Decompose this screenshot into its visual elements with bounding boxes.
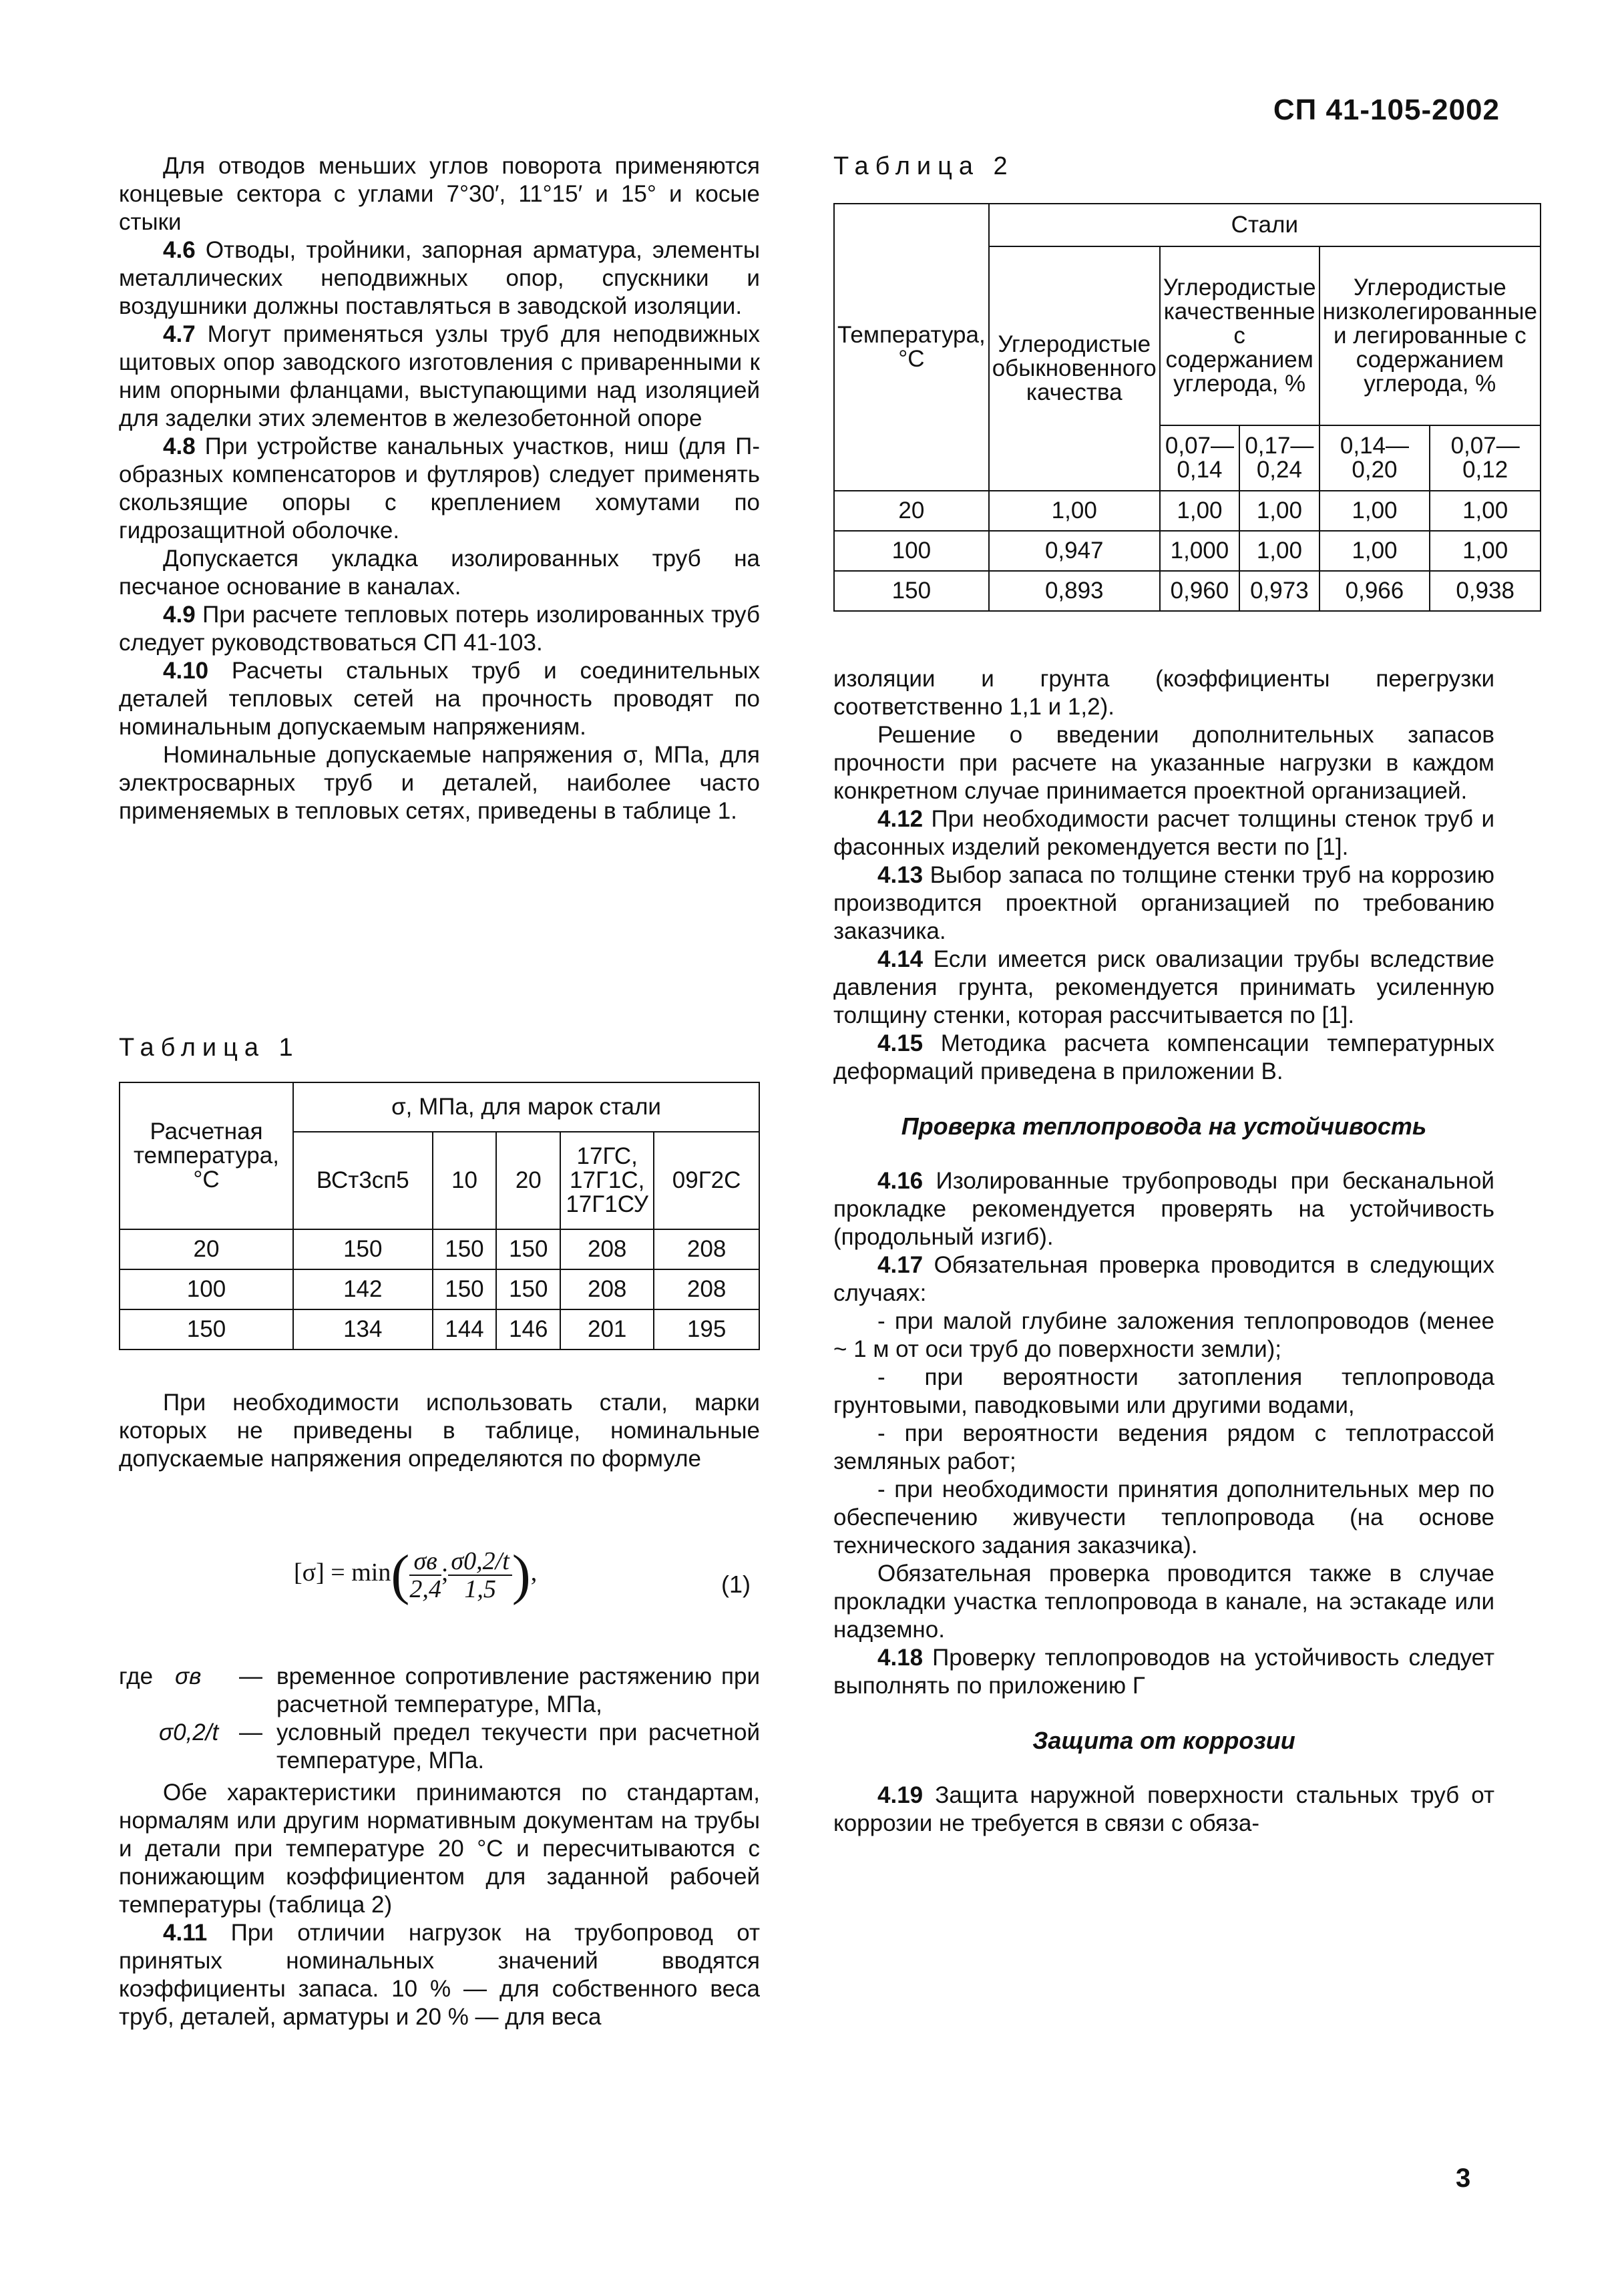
paragraph-4-13: 4.13 Выбор запаса по толщине стенки труб на коррозию производится проектной организацией по требованию заказчика.: [833, 862, 1494, 944]
paragraph-4-8: 4.8 При устройстве канальных участков, ниш (для П-образных компенсаторов и футляров) следует применять скользящие опоры с креплением хомутами по гидрозащитной оболочке.: [119, 433, 760, 544]
paragraph-4-7: 4.7 Могут применяться узлы труб для неподвижных щитовых опор заводского изготовления с приваренными к ним опорными фланцами, выступающими над изоляцией для заделки этих элементов в железобетонной опоре: [119, 321, 760, 431]
where-symbol-2: σ0,2/t: [159, 1719, 219, 1745]
table-cell: 100: [834, 531, 989, 571]
table1-col-header: ВСт3сп5: [293, 1132, 433, 1229]
table1-col-header: 10: [433, 1132, 497, 1229]
paragraph-intro: Для отводов меньших углов поворота применяются концевые сектора с углами 7°30′, 11°15′ и 15° и косые стыки: [119, 153, 760, 235]
table-cell: 0,966: [1320, 571, 1430, 611]
table1-header-temp: Расчетная температура, °С: [120, 1082, 293, 1229]
table-1: [119, 1082, 760, 1350]
table-cell: 0,960: [1160, 571, 1239, 611]
table-cell: 150: [293, 1229, 433, 1269]
table-cell: 150: [834, 571, 989, 611]
paragraph-formula-intro: При необходимости использовать стали, марки которых не приведены в таблице, номинальные допускаемые напряжения определяются по формуле: [119, 1390, 760, 1472]
paragraph-4-18: 4.18 Проверку теплопроводов на устойчивость следует выполнять по приложению Г: [833, 1645, 1494, 1699]
table-cell: 208: [560, 1229, 654, 1269]
formula-tail: ,: [530, 1559, 538, 1587]
where-dash-2: —: [239, 1719, 262, 1745]
table-row: [834, 571, 1541, 611]
left-after-table1: [119, 1389, 760, 1473]
table-cell: 1,00: [989, 491, 1160, 531]
table-row: [120, 1229, 759, 1269]
table-cell: 146: [496, 1309, 560, 1350]
table-cell: 150: [496, 1229, 560, 1269]
list-item: - при вероятности ведения рядом с теплотрассой земляных работ;: [833, 1420, 1494, 1474]
table-cell: 1,00: [1430, 491, 1541, 531]
table2-subheader: 0,17—0,24: [1239, 425, 1319, 491]
table-cell: 1,00: [1320, 531, 1430, 571]
table2-subheader: 0,07—0,12: [1430, 425, 1541, 491]
page-number: 3: [1456, 2163, 1471, 2193]
where-label: где: [119, 1663, 154, 1689]
table2-header-temp: Температура, °С: [834, 204, 989, 491]
table1-col-header: 17ГС, 17Г1С, 17Г1СУ: [560, 1132, 654, 1229]
list-item: - при вероятности затопления теплопровода грунтовыми, паводковыми или другими водами,: [833, 1364, 1494, 1418]
table2-header-col2: Углеродистые качественные с содержанием углерода, %: [1160, 246, 1320, 425]
list-item: - при малой глубине заложения теплопроводов (менее ~ 1 м от оси труб до поверхности земли);: [833, 1308, 1494, 1362]
table-cell: 1,00: [1160, 491, 1239, 531]
table-cell: 195: [654, 1309, 759, 1350]
table-cell: 134: [293, 1309, 433, 1350]
table-cell: 20: [834, 491, 989, 531]
table-cell: 201: [560, 1309, 654, 1350]
table-cell: 144: [433, 1309, 497, 1350]
paragraph-4-6: 4.6 Отводы, тройники, запорная арматура, элементы металлических неподвижных опор, спускники и воздушники должны поставляться в заводской изоляции.: [119, 237, 760, 319]
where-symbol-1: σв: [175, 1663, 202, 1689]
table1-col-header: 20: [496, 1132, 560, 1229]
table2-header-steels: Стали: [989, 204, 1541, 246]
table2-subheader: 0,07—0,14: [1160, 425, 1239, 491]
table-cell: 0,938: [1430, 571, 1541, 611]
table-cell: 208: [654, 1269, 759, 1309]
formula-fraction-1: $\frac{\sigma в}{2,4}$: [409, 1546, 441, 1603]
table-row: [834, 531, 1541, 571]
list-item: - при необходимости принятия дополнительных мер по обеспечению живучести теплопровода (на основе технического задания заказчика).: [833, 1476, 1494, 1559]
formula-paren-open: (: [391, 1544, 410, 1606]
table-cell: 1,00: [1239, 491, 1319, 531]
table1-caption: Таблица 1: [119, 1034, 300, 1062]
table-cell: 208: [560, 1269, 654, 1309]
table-cell: 150: [433, 1229, 497, 1269]
paragraph-4-9: 4.9 При расчете тепловых потерь изолированных труб следует руководствоваться СП 41-103.: [119, 602, 760, 656]
formula-separator: ;: [441, 1559, 449, 1587]
table1-header-group: σ, МПа, для марок стали: [293, 1082, 759, 1132]
right-column-text: [833, 665, 1494, 1838]
paragraph-4-11: 4.11 При отличии нагрузок на трубопровод от принятых номинальных значений вводятся коэффициенты запаса. 10 % — для собственного веса труб, деталей, арматуры и 20 % — для веса: [119, 1920, 760, 2030]
paragraph-4-12: 4.12 При необходимости расчет толщины стенок труб и фасонных изделий рекомендуется вести по [1].: [833, 806, 1494, 860]
formula-fraction-2: $\frac{\sigma 0,2/t}{1,5}$: [448, 1548, 512, 1603]
table-cell: 100: [120, 1269, 293, 1309]
document-code: СП 41-105-2002: [1273, 93, 1500, 126]
paragraph-4-14: 4.14 Если имеется риск овализации трубы вследствие давления грунта, рекомендуется принимать усиленную толщину стенки, которая рассчитывается по [1].: [833, 946, 1494, 1028]
table-row: [120, 1269, 759, 1309]
paragraph-obyaz: Обязательная проверка проводится также в случае прокладки участка теплопровода в канале, на эстакаде или надземно.: [833, 1561, 1494, 1643]
formula-paren-close: ): [512, 1544, 531, 1606]
table-cell: 0,893: [989, 571, 1160, 611]
equation-number: (1): [721, 1571, 751, 1598]
table-cell: 1,00: [1320, 491, 1430, 531]
table2-caption: Таблица 2: [833, 152, 1014, 180]
section-heading-stability: Проверка теплопровода на устойчивость: [901, 1112, 1427, 1140]
table-cell: 142: [293, 1269, 433, 1309]
table-cell: 0,973: [1239, 571, 1319, 611]
paragraph-4-17: 4.17 Обязательная проверка проводится в следующих случаях:: [833, 1252, 1494, 1306]
paragraph-obe: Обе характеристики принимаются по стандартам, нормалям или другим нормативным документам на трубы и детали при температуре 20 °С и пересчитываются с понижающим коэффициентом для заданной рабочей температуры (таблица 2): [119, 1780, 760, 1918]
table-cell: 150: [433, 1269, 497, 1309]
paragraph-reshenie: Решение о введении дополнительных запасов прочности при расчете на указанные нагрузки в каждом конкретном случае принимается проектной организацией.: [833, 722, 1494, 804]
table-cell: 1,00: [1430, 531, 1541, 571]
left-column-top: [119, 152, 760, 825]
where-def-1: временное сопротивление растяжению при расчетной температуре, МПа,: [276, 1663, 760, 1717]
where-dash-1: —: [239, 1663, 262, 1689]
table2-header-col1: Углеродистые обыкновенного качества: [989, 246, 1160, 491]
table-row: [834, 491, 1541, 531]
table-cell: 150: [496, 1269, 560, 1309]
paragraph-4-8-b: Допускается укладка изолированных труб на песчаное основание в каналах.: [119, 546, 760, 600]
table-2: [833, 203, 1541, 612]
table-cell: 1,00: [1239, 531, 1319, 571]
table-cell: 1,000: [1160, 531, 1239, 571]
table2-subheader: 0,14—0,20: [1320, 425, 1430, 491]
paragraph-4-19: 4.19 Защита наружной поверхности стальных труб от коррозии не требуется в связи с обяза-: [833, 1782, 1494, 1836]
table-cell: 20: [120, 1229, 293, 1269]
left-column-bottom: [119, 1779, 760, 2031]
where-block: [119, 1663, 760, 1775]
table-cell: 0,947: [989, 531, 1160, 571]
paragraph-4-10: 4.10 Расчеты стальных труб и соединительных деталей тепловых сетей на прочность проводят по номинальным допускаемым напряжениям.: [119, 658, 760, 740]
paragraph-4-15: 4.15 Методика расчета компенсации температурных деформаций приведена в приложении В.: [833, 1030, 1494, 1084]
paragraph-4-16: 4.16 Изолированные трубопроводы при бесканальной прокладке рекомендуется проверять на устойчивость (продольный изгиб).: [833, 1168, 1494, 1250]
table1-col-header: 09Г2С: [654, 1132, 759, 1229]
table-row: [120, 1309, 759, 1350]
formula-1: [294, 1542, 537, 1607]
table-cell: 208: [654, 1229, 759, 1269]
where-def-2: условный предел текучести при расчетной температуре, МПа.: [276, 1719, 760, 1774]
formula-lhs: [σ] = min: [294, 1559, 391, 1587]
table2-header-col3: Углеродистые низколегированные и легированные с содержанием углерода, %: [1320, 246, 1541, 425]
table-cell: 150: [120, 1309, 293, 1350]
paragraph-4-10-b: Номинальные допускаемые напряжения σ, МПа, для электросварных труб и деталей, наиболее часто применяемых в тепловых сетях, приведены в таблице 1.: [119, 742, 760, 824]
paragraph-continuation: изоляции и грунта (коэффициенты перегрузки соответственно 1,1 и 1,2).: [833, 666, 1494, 720]
section-heading-corrosion: Защита от коррозии: [1032, 1727, 1295, 1754]
